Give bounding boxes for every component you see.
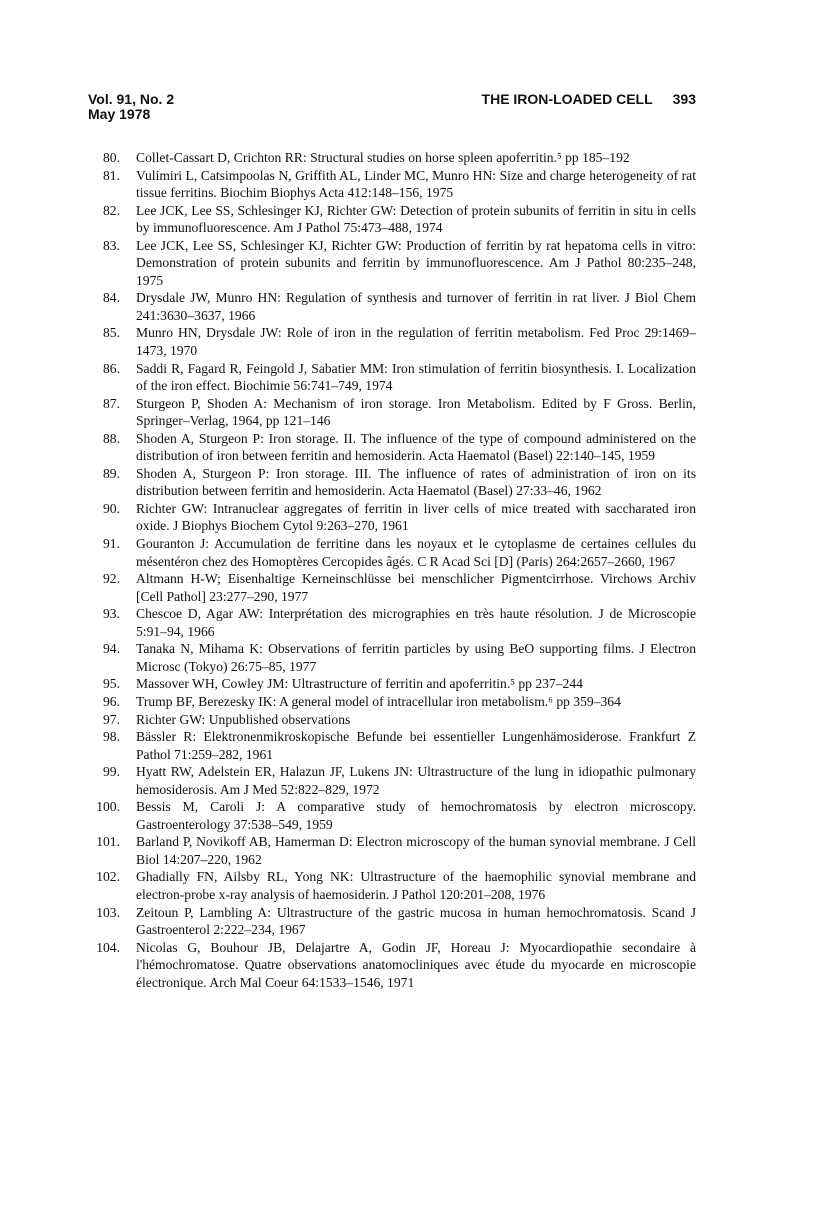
- reference-number: 95.: [103, 676, 120, 692]
- reference-item: [88, 289, 696, 324]
- reference-number: 92.: [103, 571, 120, 587]
- reference-item: [88, 904, 696, 939]
- reference-number: 98.: [103, 729, 120, 745]
- reference-item: [88, 640, 696, 675]
- reference-text: Ghadially FN, Ailsby RL, Yong NK: Ultrastructure of the haemophilic synovial membrane and electron-probe x-ray analysis of haemosiderin. J Pathol 120:201–208, 1976: [136, 869, 696, 902]
- reference-item: [88, 711, 696, 729]
- issue-info: [88, 92, 174, 122]
- reference-number: 104.: [96, 939, 120, 955]
- reference-text: Lee JCK, Lee SS, Schlesinger KJ, Richter GW: Detection of protein subunits of ferritin in situ in cells by immunofluorescence. Am J Pathol 75:473–488, 1974: [136, 202, 696, 236]
- reference-number: 86.: [103, 360, 120, 376]
- reference-item: [88, 868, 696, 903]
- volume-label: Vol. 91, No. 2: [88, 91, 175, 107]
- reference-text: Massover WH, Cowley JM: Ultrastructure of ferritin and apoferritin.⁵ pp 237–244: [136, 676, 583, 692]
- reference-text: Zeitoun P, Lambling A: Ultrastructure of the gastric mucosa in human hemochromatosis. Scand J Gastroenterol 2:222–234, 1967: [136, 904, 696, 938]
- reference-item: [88, 324, 696, 359]
- reference-item: [88, 833, 696, 868]
- reference-text: Hyatt RW, Adelstein ER, Halazun JF, Lukens JN: Ultrastructure of the lung in idiopathic pulmonary hemosiderosis. Am J Med 52:822–829, 1972: [136, 764, 696, 797]
- reference-text: Nicolas G, Bouhour JB, Delajartre A, Godin JF, Horeau J: Myocardiopathie secondaire à l'hémochromatose. Quatre observations anatomocliniques avec étude du myocarde en microscopie électronique. Arch Mal Coeur 64:1533–1546, 1971: [136, 939, 696, 990]
- reference-item: [88, 500, 696, 535]
- reference-item: [88, 465, 696, 500]
- reference-number: 94.: [103, 641, 120, 657]
- reference-text: Richter GW: Unpublished observations: [136, 711, 351, 727]
- reference-number: 103.: [96, 904, 120, 920]
- reference-number: 90.: [103, 500, 120, 516]
- reference-list: [88, 149, 696, 991]
- reference-item: [88, 693, 696, 711]
- reference-item: [88, 237, 696, 290]
- reference-text: Tanaka N, Mihama K: Observations of ferritin particles by using BeO supporting films. J Electron Microsc (Tokyo) 26:75–85, 1977: [136, 641, 696, 674]
- reference-number: 93.: [103, 606, 120, 622]
- reference-text: Richter GW: Intranuclear aggregates of ferritin in liver cells of mice treated with saccharated iron oxide. J Biophys Biochem Cytol 9:263–270, 1961: [136, 500, 696, 534]
- reference-text: Munro HN, Drysdale JW: Role of iron in the regulation of ferritin metabolism. Fed Proc 29:1469–1473, 1970: [136, 325, 696, 359]
- reference-item: [88, 430, 696, 465]
- reference-item: [88, 167, 696, 202]
- reference-text: Drysdale JW, Munro HN: Regulation of synthesis and turnover of ferritin in rat liver. J Biol Chem 241:3630–3637, 1966: [136, 290, 696, 323]
- reference-item: [88, 202, 696, 237]
- reference-text: Gouranton J: Accumulation de ferritine dans les noyaux et le cytoplasme de certaines cellules du mésentéron chez des Homoptères Cercopides âgés. C R Acad Sci [D] (Paris) 264:2657–2660, 1967: [136, 536, 696, 569]
- reference-number: 102.: [96, 869, 120, 885]
- reference-text: Bessis M, Caroli J: A comparative study of hemochromatosis by electron microscopy. Gastroenterology 37:538–549, 1959: [136, 799, 696, 832]
- page-number: 393: [672, 91, 696, 107]
- reference-number: 101.: [96, 834, 120, 850]
- reference-item: [88, 939, 696, 992]
- reference-number: 87.: [103, 395, 120, 411]
- reference-text: Saddi R, Fagard R, Feingold J, Sabatier MM: Iron stimulation of ferritin biosynthesis. I. Localization of the iron effect. Biochimie 56:741–749, 1974: [136, 360, 696, 394]
- reference-text: Lee JCK, Lee SS, Schlesinger KJ, Richter GW: Production of ferritin by rat hepatoma cells in vitro: Demonstration of protein subunits and ferritin by immunofluorescence. Am J Pathol 80:235–248, 1975: [136, 237, 696, 288]
- reference-text: Shoden A, Sturgeon P: Iron storage. II. The influence of the type of compound administered on the distribution of iron between ferritin and hemosiderin. Acta Haematol (Basel) 22:140–145, 1959: [136, 430, 696, 464]
- reference-text: Altmann H-W; Eisenhaltige Kerneinschlüsse bei menschlicher Pigmentcirrhose. Virchows Archiv [Cell Pathol] 23:277–290, 1977: [136, 571, 696, 604]
- reference-text: Sturgeon P, Shoden A: Mechanism of iron storage. Iron Metabolism. Edited by F Gross. Berlin, Springer–Verlag, 1964, pp 121–146: [136, 395, 696, 429]
- reference-item: [88, 149, 696, 167]
- reference-number: 89.: [103, 465, 120, 481]
- reference-item: [88, 360, 696, 395]
- reference-text: Vulimiri L, Catsimpoolas N, Griffith AL, Linder MC, Munro HN: Size and charge heterogeneity of rat tissue ferritins. Biochim Biophys Acta 412:148–156, 1975: [136, 167, 696, 201]
- reference-number: 88.: [103, 430, 120, 446]
- date-label: May 1978: [88, 106, 151, 122]
- reference-number: 85.: [103, 325, 120, 341]
- reference-item: [88, 605, 696, 640]
- reference-number: 82.: [103, 202, 120, 218]
- reference-item: [88, 798, 696, 833]
- reference-item: [88, 675, 696, 693]
- reference-number: 96.: [103, 693, 120, 709]
- reference-number: 84.: [103, 290, 120, 306]
- reference-number: 100.: [96, 799, 120, 815]
- reference-number: 83.: [103, 237, 120, 253]
- reference-text: Chescoe D, Agar AW: Interprétation des micrographies en très haute résolution. J de Microscopie 5:91–94, 1966: [136, 606, 696, 639]
- reference-text: Shoden A, Sturgeon P: Iron storage. III. The influence of rates of administration of iron on its distribution between ferritin and hemosiderin. Acta Haematol (Basel) 27:33–46, 1962: [136, 465, 696, 499]
- reference-item: [88, 535, 696, 570]
- reference-item: [88, 728, 696, 763]
- reference-text: Trump BF, Berezesky IK: A general model of intracellular iron metabolism.⁶ pp 359–364: [136, 693, 621, 709]
- reference-item: [88, 395, 696, 430]
- reference-item: [88, 763, 696, 798]
- reference-number: 81.: [103, 167, 120, 183]
- reference-text: Bässler R: Elektronenmikroskopische Befunde bei essentieller Lungenhämosiderose. Frankfurt Z Pathol 71:259–282, 1961: [136, 729, 696, 762]
- reference-number: 80.: [103, 150, 120, 165]
- running-title: THE IRON-LOADED CELL: [481, 91, 653, 107]
- reference-item: [88, 570, 696, 605]
- reference-number: 91.: [103, 536, 120, 552]
- reference-text: Collet-Cassart D, Crichton RR: Structural studies on horse spleen apoferritin.⁵ pp 185–192: [136, 150, 630, 165]
- reference-text: Barland P, Novikoff AB, Hamerman D: Electron microscopy of the human synovial membrane. J Cell Biol 14:207–220, 1962: [136, 834, 696, 867]
- reference-number: 99.: [103, 764, 120, 780]
- title-block: [482, 92, 696, 107]
- reference-number: 97.: [103, 711, 120, 727]
